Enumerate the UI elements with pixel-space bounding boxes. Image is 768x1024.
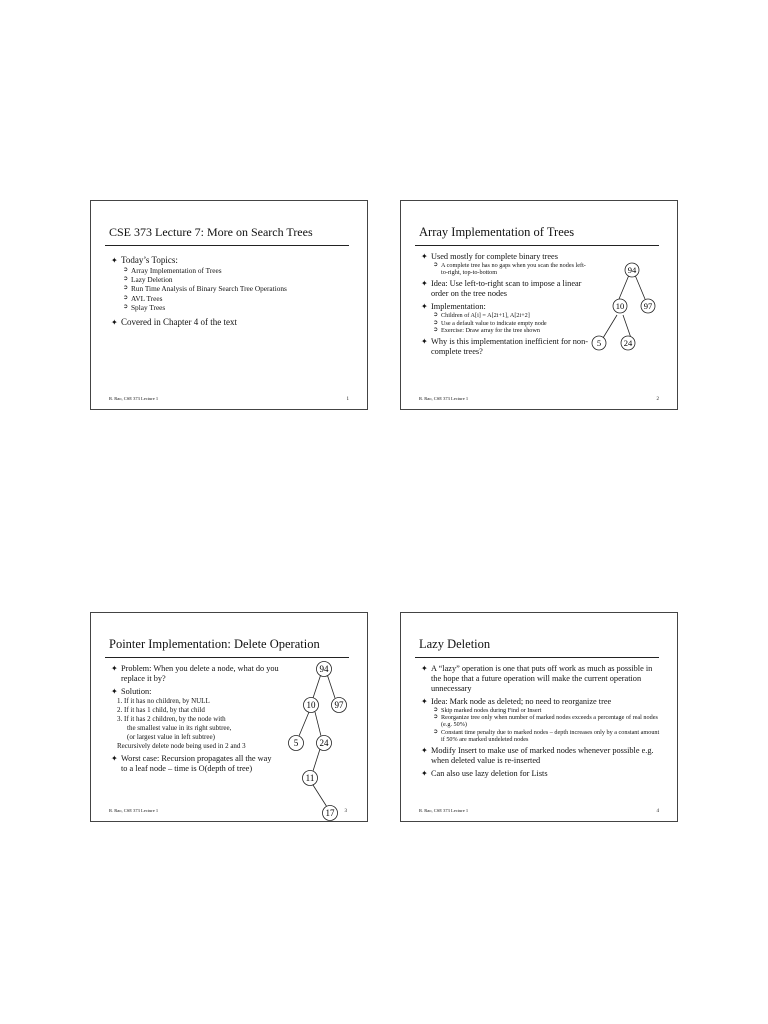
arrow-icon: ➲ bbox=[123, 267, 129, 273]
bullet-text: A “lazy” operation is one that puts off work as much as possible in the hope that a future operation will make the current operation unnecessary bbox=[431, 664, 653, 693]
sub-item: ➲ Array Implementation of Trees bbox=[123, 266, 222, 275]
bullet-text: Covered in Chapter 4 of the text bbox=[121, 317, 237, 328]
svg-text:10: 10 bbox=[306, 700, 316, 710]
arrow-icon: ➲ bbox=[433, 319, 439, 326]
sub-item: ➲ Constant time penalty due to marked nodes – depth increases only by a constant amount if 50% are marked undeleted nodes bbox=[433, 728, 660, 743]
bullet bbox=[421, 697, 661, 743]
bullet-icon: ✦ bbox=[421, 664, 428, 673]
slide-title: Pointer Implementation: Delete Operation bbox=[109, 637, 320, 651]
bullet bbox=[111, 754, 279, 774]
slide-title: Array Implementation of Trees bbox=[419, 225, 575, 239]
svg-text:24: 24 bbox=[623, 338, 633, 348]
sub-item: ➲ Splay Trees bbox=[123, 302, 166, 312]
svg-text:5: 5 bbox=[596, 338, 602, 348]
bullet-text: Idea: Mark node as deleted; no need to reorganize tree bbox=[431, 697, 612, 706]
bullet bbox=[421, 252, 589, 276]
slide-1 bbox=[90, 200, 368, 410]
bullet-text: Idea: Use left-to-right scan to impose a linear order on the tree nodes bbox=[431, 279, 582, 299]
bullet bbox=[111, 317, 351, 328]
sub-item: ➲ A complete tree has no gaps when you scan the nodes left-to-right, top-to-bottom bbox=[433, 262, 586, 277]
tree-node bbox=[323, 806, 338, 821]
title-rule bbox=[105, 245, 349, 246]
bullet bbox=[421, 746, 661, 766]
bullet-icon: ✦ bbox=[421, 279, 428, 289]
bullet bbox=[421, 279, 589, 299]
tree-node bbox=[332, 698, 347, 713]
bullet-text: Implementation: bbox=[431, 302, 486, 312]
bullet-icon: ✦ bbox=[421, 252, 428, 261]
arrow-icon: ➲ bbox=[123, 294, 129, 301]
slide-2 bbox=[400, 200, 678, 410]
solution-line: (or largest value in left subtree) bbox=[127, 733, 215, 741]
svg-text:97: 97 bbox=[334, 700, 344, 710]
sub-item: ➲ Children of A[i] = A[2i+1], A[2i+2] bbox=[433, 312, 530, 320]
tree-diagram bbox=[589, 259, 669, 359]
bullet-icon: ✦ bbox=[421, 302, 428, 312]
tree-node bbox=[317, 662, 332, 677]
bullet bbox=[421, 337, 589, 357]
solution-line: Recursively delete node being used in 2 and 3 bbox=[117, 742, 246, 750]
bullet bbox=[421, 664, 661, 694]
sub-item: ➲ Use a default value to indicate empty node bbox=[433, 319, 547, 327]
slide-footer: R. Rao, CSE 373 Lecture 1 bbox=[109, 396, 159, 401]
svg-text:5: 5 bbox=[293, 738, 299, 748]
sub-item: ➲ Run Time Analysis of Binary Search Tree Operations bbox=[123, 284, 287, 294]
svg-text:97: 97 bbox=[643, 301, 653, 311]
bullet-icon: ✦ bbox=[421, 769, 428, 779]
bullet-text: Why is this implementation inefficient for non-complete trees? bbox=[431, 337, 588, 357]
sub-list bbox=[433, 262, 589, 276]
svg-text:11: 11 bbox=[305, 773, 315, 783]
arrow-icon: ➲ bbox=[123, 303, 129, 310]
bullet bbox=[111, 664, 279, 684]
tree-node bbox=[289, 736, 304, 751]
slide-title: Lazy Deletion bbox=[419, 637, 491, 651]
svg-text:94: 94 bbox=[319, 664, 329, 674]
tree-node bbox=[592, 336, 606, 350]
sub-list bbox=[433, 312, 589, 334]
arrow-icon: ➲ bbox=[433, 326, 439, 333]
sub-item: ➲ Lazy Deletion bbox=[123, 275, 173, 285]
solution-line: 1. If it has no children, by NULL bbox=[117, 697, 210, 705]
bullet bbox=[111, 255, 351, 312]
bullet-icon: ✦ bbox=[421, 697, 428, 706]
tree-node bbox=[303, 771, 318, 786]
bullet-text: Today’s Topics: bbox=[121, 255, 178, 265]
svg-text:94: 94 bbox=[627, 265, 637, 275]
page-number: 3 bbox=[344, 809, 347, 814]
tree-node bbox=[625, 263, 639, 277]
bullet-icon: ✦ bbox=[421, 746, 428, 756]
svg-text:10: 10 bbox=[615, 301, 625, 311]
tree-node bbox=[621, 336, 635, 350]
bullet-text: Used mostly for complete binary trees bbox=[431, 252, 558, 261]
bullet bbox=[421, 769, 661, 779]
arrow-icon: ➲ bbox=[433, 728, 439, 735]
bullet-icon: ✦ bbox=[111, 318, 118, 328]
bullet-icon: ✦ bbox=[421, 337, 428, 347]
slide-footer: R. Rao, CSE 373 Lecture 1 bbox=[109, 808, 159, 813]
solution-line: 2. If it has 1 child, by that child bbox=[117, 706, 205, 714]
bullet bbox=[421, 302, 589, 334]
page-number: 4 bbox=[656, 809, 659, 814]
bullet bbox=[111, 687, 279, 697]
arrow-icon: ➲ bbox=[123, 276, 129, 283]
solution-line: the smallest value in its right subtree, bbox=[127, 724, 232, 732]
slide-footer: R. Rao, CSE 373 Lecture 1 bbox=[419, 808, 469, 813]
arrow-icon: ➲ bbox=[433, 312, 439, 319]
solution-list bbox=[117, 697, 279, 751]
sub-item: ➲ Exercise: Draw array for the tree shown bbox=[433, 326, 540, 334]
svg-text:17: 17 bbox=[325, 808, 335, 818]
tree-node bbox=[613, 299, 627, 313]
arrow-icon: ➲ bbox=[433, 707, 439, 713]
page-number: 1 bbox=[346, 397, 349, 402]
bullet-text: Worst case: Recursion propagates all the way to a leaf node – time is O(depth of tree) bbox=[121, 754, 272, 773]
sub-item: ➲ Reorganize tree only when number of marked nodes exceeds a percentage of real nodes (e.g. 50%) bbox=[433, 714, 658, 729]
bullet-text: Problem: When you delete a node, what do you replace it by? bbox=[121, 664, 279, 683]
sub-item: ➲ Skip marked nodes during Find or Insert bbox=[433, 707, 542, 714]
svg-text:24: 24 bbox=[319, 738, 329, 748]
bullet-text: Solution: bbox=[121, 687, 152, 696]
bullet-icon: ✦ bbox=[111, 256, 118, 265]
tree-node bbox=[641, 299, 655, 313]
bullet-text: Modify Insert to make use of marked nodes whenever possible e.g. when deleted value is re-inserted bbox=[431, 746, 654, 766]
bullet-icon: ✦ bbox=[111, 754, 118, 763]
title-rule bbox=[415, 657, 659, 658]
tree-diagram bbox=[287, 658, 367, 824]
title-rule bbox=[415, 245, 659, 246]
slide-4 bbox=[400, 612, 678, 822]
page-number: 2 bbox=[656, 397, 659, 402]
arrow-icon: ➲ bbox=[123, 285, 129, 292]
sub-list bbox=[433, 707, 661, 743]
arrow-icon: ➲ bbox=[433, 714, 439, 721]
slide-footer: R. Rao, CSE 373 Lecture 1 bbox=[419, 396, 469, 401]
bullet-icon: ✦ bbox=[111, 664, 118, 673]
tree-node bbox=[317, 736, 332, 751]
bullet-text: Can also use lazy deletion for Lists bbox=[431, 769, 548, 779]
arrow-icon: ➲ bbox=[433, 262, 439, 268]
bullet-icon: ✦ bbox=[111, 687, 118, 696]
tree-node bbox=[304, 698, 319, 713]
slide-title: CSE 373 Lecture 7: More on Search Trees bbox=[109, 225, 313, 239]
sub-list bbox=[123, 266, 351, 312]
sub-item: ➲ AVL Trees bbox=[123, 293, 163, 303]
slide-3 bbox=[90, 612, 368, 822]
solution-line: 3. If it has 2 children, by the node with bbox=[117, 715, 226, 723]
